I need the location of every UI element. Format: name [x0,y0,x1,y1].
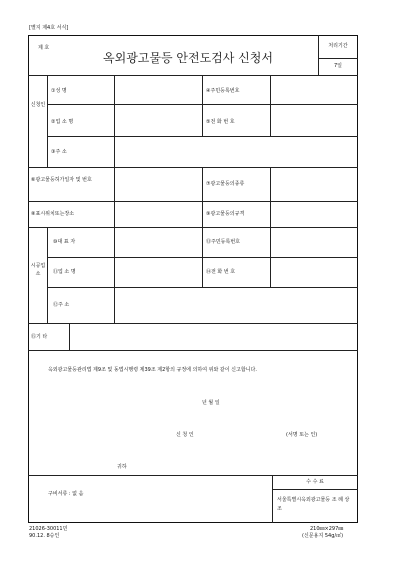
contractor-representative-field[interactable] [115,228,201,256]
applicant-phone-field[interactable] [271,105,357,135]
recipient-label: 귀하 [117,464,127,470]
ad-type-field[interactable] [271,168,357,200]
contractor-phone-label: ⑭전 화 번 호 [206,269,236,275]
applicant-phone-label: ⑤전 화 번 호 [206,119,235,125]
applicant-business-name-field[interactable] [115,105,201,135]
applicant-name-label: ①성 명 [51,88,67,94]
approval-date: 90.12. 8승인 [29,533,60,539]
applicant-section-label: 신청인 [30,102,46,108]
fee-value: 서울특별시옥외광고물등 조 례 상 조 [277,497,350,512]
ad-type-label: ⑦광고물등의종류 [206,181,245,187]
processing-period-value: 7일 [333,63,342,69]
contractor-phone-field[interactable] [271,258,357,286]
other-label: ⑮기 타 [31,334,48,340]
contractor-address-field[interactable] [115,288,357,322]
display-location-label: ⑧표시위치또는장소 [31,211,75,217]
applicant-address-field[interactable] [115,137,357,166]
contractor-representative-label: ⑩대 표 자 [53,239,76,245]
form-number: [별지 제4호 서식] [29,25,69,31]
other-field[interactable] [70,324,357,349]
contractor-resident-number-label: ⑬주민등록번호 [206,239,240,245]
paper-size: 210㎜×297㎜ [310,526,344,532]
declaration-statement: 옥외광고물등관리법 제9조 및 동법시행령 제39조 제2항의 규정에 의하여 위와 같이 신고합니다. [48,367,257,373]
attachments-label: 구비서류 : 없 음 [48,491,84,497]
display-location-field[interactable] [115,202,201,226]
form-title: 옥외광고물등 안전도검사 신청서 [103,51,273,65]
permit-date-number-label: ⑥광고물등허가일자 및 번호 [31,177,92,183]
contractor-section-label: 시공업소 [30,263,46,277]
applicant-address-label: ③주 소 [51,149,67,155]
applicant-name-field[interactable] [115,76,201,103]
applicant-resident-number-field[interactable] [271,76,357,103]
form-code: 21026-30011민 [29,526,68,532]
ad-spec-field[interactable] [271,202,357,226]
applicant-resident-number-label: ④주민등록번호 [206,88,240,94]
applicant-sign-label: 신 청 인 [176,432,194,438]
fee-label: 수 수 료 [306,479,324,485]
applicant-business-name-label: ②업 소 명 [51,119,74,125]
permit-date-number-field[interactable] [115,168,201,200]
signature-note: (서명 또는 인) [286,432,318,438]
contractor-resident-number-field[interactable] [271,228,357,256]
contractor-address-label: ⑫주 소 [53,302,70,308]
doc-number-label: 제 호 [38,45,50,51]
contractor-business-name-label: ⑪업 소 명 [53,269,76,275]
ad-spec-label: ⑨광고물등의규격 [206,211,245,217]
contractor-business-name-field[interactable] [115,258,201,286]
paper-type: (신문용지 54g/㎡) [302,533,344,539]
date-line: 년 월 일 [202,400,220,406]
processing-period-label: 처리기간 [328,43,348,49]
